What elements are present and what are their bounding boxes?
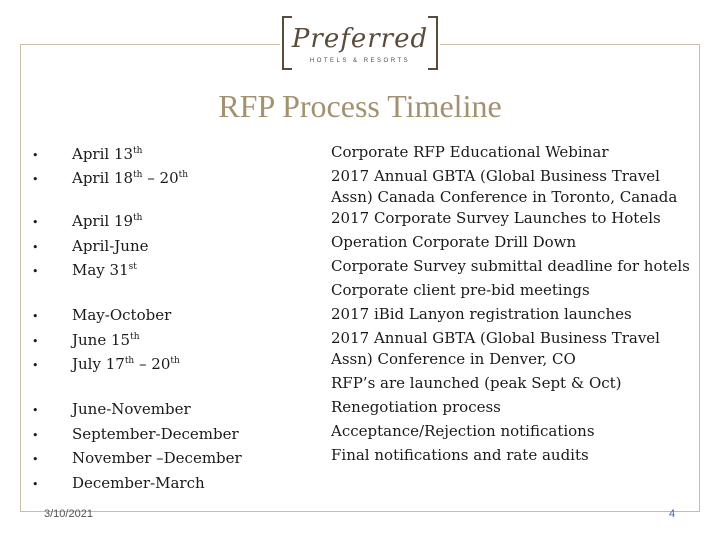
event-item: Final notifications and rate audits	[331, 446, 589, 464]
date-row: • June-November	[30, 397, 191, 421]
date-row: • April 18th – 20th	[30, 166, 188, 190]
event-item: 2017 Corporate Survey Launches to Hotels	[331, 209, 661, 227]
date-row: • April 13th	[30, 142, 142, 166]
date-row: • May-October	[30, 303, 171, 327]
bullet-icon: •	[32, 335, 39, 348]
bullet-icon: •	[32, 173, 39, 186]
footer-date: 3/10/2021	[44, 508, 93, 520]
logo-brand: Preferred	[291, 24, 429, 54]
bullet-icon: •	[32, 429, 39, 442]
event-item: 2017 Annual GBTA (Global Business Travel Assn) Conference in Denver, CO	[331, 329, 660, 368]
bullet-icon: •	[32, 310, 39, 323]
date-row: • July 17th – 20th	[30, 352, 180, 376]
event-item: Corporate RFP Educational Webinar	[331, 143, 609, 161]
bullet-icon: •	[32, 241, 39, 254]
bullet-icon: •	[32, 216, 39, 229]
date-row: • November –December	[30, 446, 242, 470]
event-item: Operation Corporate Drill Down	[331, 233, 577, 251]
date-row: • April 19th	[30, 209, 142, 233]
bullet-icon: •	[32, 453, 39, 466]
date-row: • June 15th	[30, 328, 140, 352]
event-item: 2017 Annual GBTA (Global Business Travel Assn) Canada Conference in Toronto, Canada	[331, 167, 678, 206]
bullet-icon: •	[32, 359, 39, 372]
page-number: 4	[669, 508, 676, 520]
logo	[280, 16, 440, 72]
date-row: • May 31st	[30, 258, 137, 282]
bullet-icon: •	[32, 404, 39, 417]
date-row: • December-March	[30, 471, 205, 495]
page-title: RFP Process Timeline	[218, 88, 502, 124]
bullet-icon: •	[32, 478, 39, 491]
event-item: RFP’s are launched (peak Sept & Oct)	[331, 374, 622, 392]
date-row: • September-December	[30, 422, 239, 446]
event-item: 2017 iBid Lanyon registration launches	[331, 305, 632, 323]
event-column	[331, 142, 701, 466]
event-item: Acceptance/Rejection notifications	[331, 422, 595, 440]
logo-subtitle: HOTELS & RESORTS	[309, 58, 411, 64]
bullet-icon: •	[32, 149, 39, 162]
event-item: Corporate Survey submittal deadline for hotels	[331, 257, 690, 275]
bullet-icon: •	[32, 265, 39, 278]
event-item: Corporate client pre-bid meetings	[331, 281, 590, 299]
date-row: • April-June	[30, 234, 148, 258]
event-item: Renegotiation process	[331, 398, 501, 416]
